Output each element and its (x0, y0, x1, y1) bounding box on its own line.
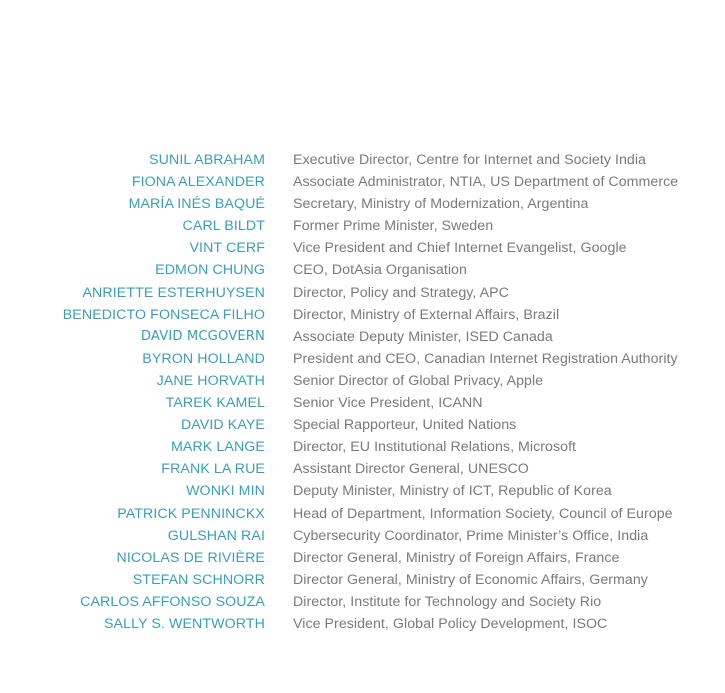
member-name: DAVID KAYE (180, 417, 265, 434)
list-item (0, 348, 725, 370)
member-role: Executive Director, Centre for Internet and Society India (293, 152, 646, 168)
list-item (0, 480, 725, 502)
member-name: BYRON HOLLAND (142, 350, 265, 367)
list-item (0, 149, 725, 171)
member-name: PATRICK PENNINCKX (117, 505, 265, 522)
list-item (0, 613, 725, 635)
list-item (0, 304, 725, 326)
member-role: Director General, Ministry of Foreign Affairs, France (293, 549, 620, 566)
list-item (0, 237, 725, 259)
member-role: Associate Deputy Minister, ISED Canada (293, 328, 553, 345)
member-name: CARL BILDT (182, 218, 265, 235)
list-item (0, 547, 725, 569)
member-role: Associate Administrator, NTIA, US Department of Commerce (293, 174, 679, 191)
member-role: Vice President, Global Policy Development, ISOC (293, 615, 608, 632)
member-role: Secretary, Ministry of Modernization, Argentina (293, 196, 589, 213)
member-name: SALLY S. WENTWORTH (103, 615, 265, 632)
member-name: STEFAN SCHNORR (132, 571, 265, 588)
member-name: MARÍA INÉS BAQUÉ (128, 196, 265, 213)
member-name: CARLOS AFFONSO SOUZA (80, 593, 265, 610)
list-item (0, 171, 725, 193)
member-role: Director General, Ministry of Economic Affairs, Germany (293, 571, 648, 588)
member-role: Special Rapporteur, United Nations (293, 417, 517, 434)
member-name: WONKI MIN (186, 483, 265, 500)
list-item (0, 569, 725, 591)
list-item (0, 215, 725, 237)
member-role: Cybersecurity Coordinator, Prime Minister’s Office, India (293, 527, 649, 544)
list-item (0, 193, 725, 215)
member-name: BENEDICTO FONSECA FILHO (62, 306, 265, 323)
member-name: JANE HORVATH (156, 372, 265, 389)
member-role: Director, Institute for Technology and Society Rio (293, 593, 602, 610)
list-item (0, 326, 725, 348)
list-item (0, 436, 725, 458)
list-item (0, 503, 725, 525)
member-role: Director, Policy and Strategy, APC (293, 284, 509, 301)
member-role: Director, Ministry of External Affairs, Brazil (293, 306, 560, 323)
member-role: Director, EU Institutional Relations, Microsoft (293, 439, 577, 456)
member-role: Head of Department, Information Society, Council of Europe (293, 505, 673, 522)
member-role: Senior Vice President, ICANN (293, 395, 483, 412)
member-name: VINT CERF (189, 240, 265, 257)
member-role: CEO, DotAsia Organisation (293, 262, 467, 279)
member-name: MARK LANGE (170, 439, 265, 456)
member-role: Vice President and Chief Internet Evangelist, Google (293, 240, 627, 257)
member-role: Former Prime Minister, Sweden (293, 218, 494, 235)
list-item (0, 282, 725, 304)
list-item (0, 370, 725, 392)
member-name: ANRIETTE ESTERHUYSEN (82, 284, 265, 301)
list-item (0, 414, 725, 436)
list-item (0, 591, 725, 613)
member-role: Senior Director of Global Privacy, Apple (293, 372, 544, 389)
list-item (0, 259, 725, 281)
member-role: President and CEO, Canadian Internet Registration Authority (293, 350, 678, 367)
list-item (0, 458, 725, 480)
member-role: Deputy Minister, Ministry of ICT, Republic of Korea (293, 483, 612, 500)
list-item (0, 525, 725, 547)
member-role: Assistant Director General, UNESCO (293, 461, 529, 478)
member-name: FRANK LA RUE (161, 461, 265, 478)
member-name: EDMON CHUNG (155, 262, 265, 279)
member-name: FIONA ALEXANDER (131, 174, 265, 191)
member-name: TAREK KAMEL (165, 395, 265, 412)
member-name: GULSHAN RAI (167, 527, 265, 544)
member-name: SUNIL ABRAHAM (149, 152, 265, 168)
list-item (0, 392, 725, 414)
member-name: DAVID MCGOVERN (140, 328, 265, 344)
member-list (0, 149, 725, 635)
member-name: NICOLAS DE RIVIÈRE (116, 549, 265, 566)
